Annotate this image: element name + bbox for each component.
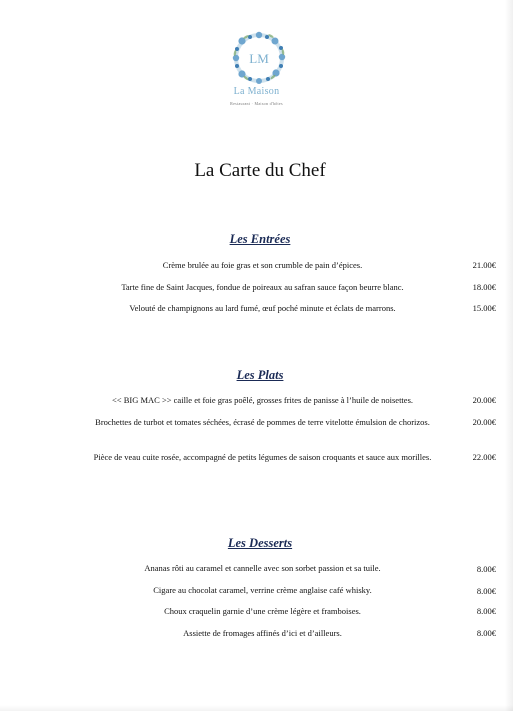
menu-item-price: 8.00€ xyxy=(476,628,496,638)
menu-title: La Carte du Chef xyxy=(194,160,326,181)
menu-item-description: Velouté de champignons au lard fumé, œuf poché minute et éclats de marrons. xyxy=(129,303,396,313)
menu-item-price: 20.00€ xyxy=(472,395,496,405)
menu-item-price: 21.00€ xyxy=(472,260,496,270)
section-title-plats: Les Plats xyxy=(236,368,284,382)
menu-item-description: Brochettes de turbot et tomates séchées, écrasé de pommes de terre vitelotte émulsion de chorizos. xyxy=(95,417,430,427)
logo-monogram: LM xyxy=(249,51,269,66)
floral-wreath-icon xyxy=(226,28,292,88)
menu-item-description: Choux craquelin garnie d’une crème légère et framboises. xyxy=(164,606,361,616)
menu-item-price: 18.00€ xyxy=(472,282,496,292)
section-title-entrees: Les Entrées xyxy=(229,232,291,246)
menu-item-description: Cigare au chocolat caramel, verrine crème anglaise café whisky. xyxy=(153,585,372,595)
menu-item-description: Ananas rôti au caramel et cannelle avec son sorbet passion et sa tuile. xyxy=(144,563,381,573)
menu-item-description: << BIG MAC >> caille et foie gras poêlé, grosses frites de panisse à l’huile de noisettes. xyxy=(111,395,413,405)
menu-item-description: Pièce de veau cuite rosée, accompagné de petits légumes de saison croquants et sauce aux morilles. xyxy=(93,452,432,462)
menu-item-price: 8.00€ xyxy=(476,586,496,596)
menu-item-description: Assiette de fromages affinés d’ici et d’ailleurs. xyxy=(183,628,342,638)
menu-item-description: Tarte fine de Saint Jacques, fondue de poireaux au safran sauce façon beurre blanc. xyxy=(121,282,404,292)
menu-item-price: 15.00€ xyxy=(472,303,496,313)
section-title-desserts: Les Desserts xyxy=(227,536,293,550)
brand-name: La Maison xyxy=(233,86,280,97)
menu-item-price: 22.00€ xyxy=(472,452,496,462)
page-edge-shadow xyxy=(505,0,513,711)
page-edge-shadow xyxy=(0,705,513,711)
logo-wreath xyxy=(226,28,292,88)
menu-item-price: 8.00€ xyxy=(476,564,496,574)
menu-item-price: 20.00€ xyxy=(472,417,496,427)
brand-tagline: Restaurant · Maison d'hôtes xyxy=(230,101,283,106)
menu-item-description: Crème brulée au foie gras et son crumble de pain d’épices. xyxy=(162,260,363,270)
menu-item-price: 8.00€ xyxy=(476,606,496,616)
